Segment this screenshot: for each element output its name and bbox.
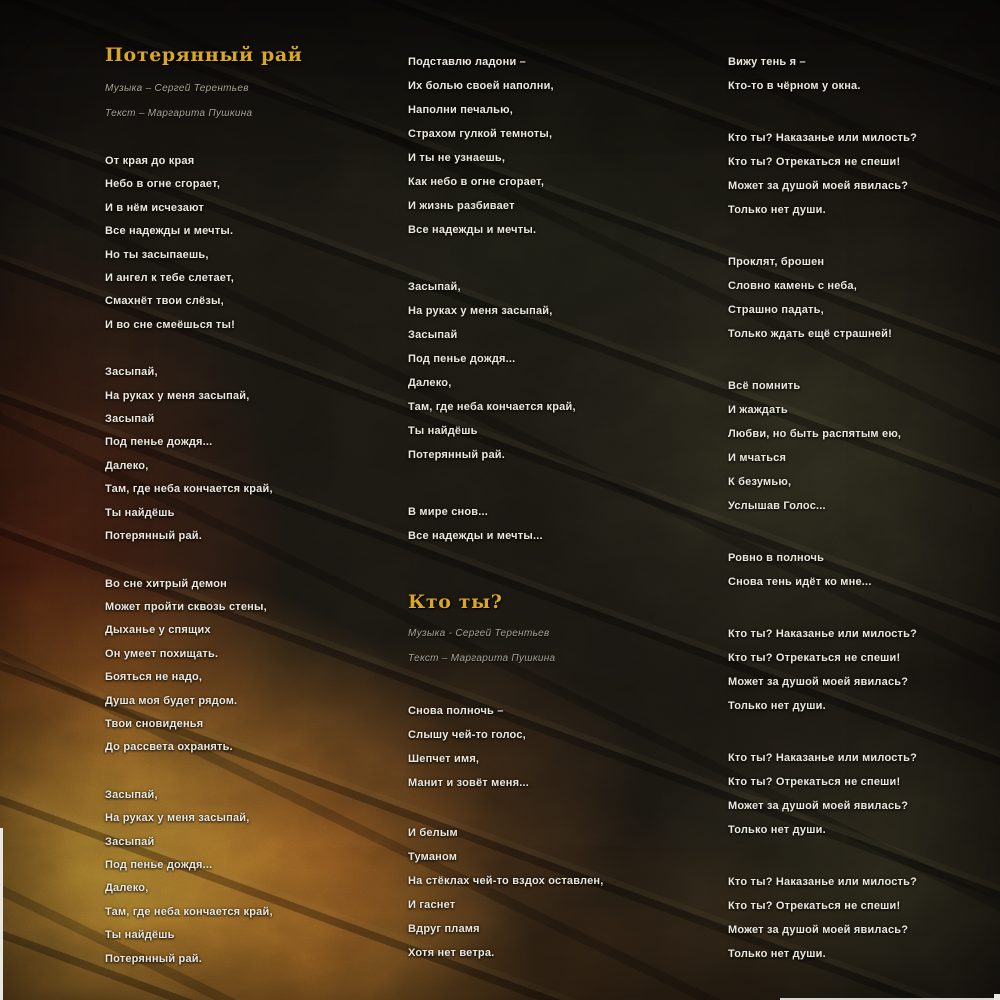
lyric-line: Может за душой моей явилась? [728, 180, 909, 192]
lyric-line: Кто ты? Наказанье или милость? [728, 628, 917, 640]
stanza [728, 250, 917, 346]
lyric-line: Подставлю ладони – [408, 56, 526, 68]
lyric-line: Дыханье у спящих [105, 624, 211, 637]
lyric-line: До рассвета охранять. [105, 741, 233, 754]
lyric-line: На руках у меня засыпай, [105, 812, 250, 825]
song-credit: Текст – Маргарита Пушкина [105, 108, 253, 119]
stanza [728, 622, 917, 718]
lyric-line: Страхом гулкой темноты, [408, 128, 553, 140]
lyric-line: Кто ты? Отрекаться не спеши! [728, 652, 901, 664]
stanza [105, 361, 302, 548]
stanza [728, 50, 917, 98]
lyric-line: Всё помнить [728, 380, 801, 392]
stanza [728, 870, 917, 966]
lyric-line: Кто ты? Наказанье или милость? [728, 876, 917, 888]
lyric-line: Душа моя будет рядом. [105, 694, 238, 707]
lyric-line: Ровно в полночь [728, 552, 825, 564]
lyric-line: Засыпай, [105, 788, 158, 801]
lyric-line: Бояться не надо, [105, 671, 203, 684]
lyric-line: И ангел к тебе слетает, [105, 272, 234, 285]
lyric-line: Он умеет похищать. [105, 647, 219, 660]
stanza [408, 500, 604, 548]
lyric-line: Кто ты? Отрекаться не спеши! [728, 156, 901, 168]
lyric-line: Их болью своей наполни, [408, 80, 554, 92]
lyric-line: Далеко, [408, 377, 452, 389]
lyric-line: И во сне смеёшься ты! [105, 318, 235, 331]
lyric-line: К безумью, [728, 476, 792, 488]
lyric-line: Там, где неба кончается край, [408, 401, 576, 413]
song-credit: Музыка – Сергей Терентьев [105, 83, 249, 94]
stanza [728, 746, 917, 842]
lyric-line: Во сне хитрый демон [105, 577, 227, 590]
lyric-line: Проклят, брошен [728, 256, 825, 268]
lyric-line: И белым [408, 827, 458, 839]
lyric-line: Вижу тень я – [728, 56, 806, 68]
lyrics-column-3 [728, 44, 917, 966]
song-title: Потерянный рай [105, 44, 303, 66]
lyric-line: Услышав Голос... [728, 500, 826, 512]
song-title: Кто ты? [408, 591, 503, 613]
lyric-line: Только нет души. [728, 700, 826, 712]
stanza [408, 699, 604, 795]
lyric-line: Любви, но быть распятым ею, [728, 428, 902, 440]
stanza [105, 573, 302, 760]
lyric-line: Может пройти сквозь стены, [105, 600, 267, 613]
lyric-line: И мчаться [728, 452, 787, 464]
scan-edge-artifact-corner [994, 994, 1000, 1000]
lyric-line: Все надежды и мечты. [408, 224, 537, 236]
lyric-line: Ты найдёшь [105, 506, 175, 519]
lyric-line: Кто ты? Наказанье или милость? [728, 752, 917, 764]
lyric-line: Далеко, [105, 882, 149, 895]
lyric-line: Манит и зовёт меня... [408, 777, 530, 789]
lyric-line: Только нет души. [728, 204, 826, 216]
lyric-line: Все надежды и мечты... [408, 530, 543, 542]
lyric-line: Засыпай, [408, 281, 461, 293]
lyric-line: Засыпай, [105, 366, 158, 379]
lyric-line: И жизнь разбивает [408, 200, 515, 212]
lyric-line: Кто ты? Отрекаться не спеши! [728, 900, 901, 912]
lyric-line: Словно камень с неба, [728, 280, 857, 292]
stanza [408, 275, 604, 467]
lyric-line: Хотя нет ветра. [408, 947, 495, 959]
lyric-line: Потерянный рай. [105, 530, 203, 543]
lyric-line: Засыпай [105, 413, 155, 426]
scan-edge-artifact-left [0, 828, 3, 1000]
lyric-line: И в нём исчезают [105, 201, 204, 214]
lyric-line: Ты найдёшь [105, 929, 175, 942]
lyric-line: Потерянный рай. [408, 449, 506, 461]
lyric-line: Под пенье дождя... [105, 858, 213, 871]
lyric-line: На руках у меня засыпай, [105, 389, 250, 402]
lyric-line: Под пенье дождя... [105, 436, 213, 449]
lyric-line: Засыпай [408, 329, 458, 341]
lyric-line: Может за душой моей явилась? [728, 676, 909, 688]
lyric-line: Может за душой моей явилась? [728, 924, 909, 936]
lyric-line: Шепчет имя, [408, 753, 480, 765]
lyric-line: Небо в огне сгорает, [105, 178, 221, 191]
lyrics-column-2 [408, 42, 604, 965]
lyric-line: Под пенье дождя... [408, 353, 516, 365]
lyric-line: Страшно падать, [728, 304, 824, 316]
lyric-line: Кто-то в чёрном у окна. [728, 80, 861, 92]
lyric-line: Ты найдёшь [408, 425, 478, 437]
lyric-line: Твои сновиденья [105, 717, 204, 730]
stanza [105, 784, 302, 971]
lyric-line: На руках у меня засыпай, [408, 305, 553, 317]
lyric-line: Снова полночь – [408, 705, 504, 717]
lyric-line: Все надежды и мечты. [105, 225, 234, 238]
stanza [408, 50, 604, 242]
lyric-line: Смахнёт твои слёзы, [105, 295, 224, 308]
lyric-line: Потерянный рай. [105, 952, 203, 965]
lyric-line: Там, где неба кончается край, [105, 905, 273, 918]
lyric-line: Засыпай [105, 835, 155, 848]
lyric-line: Только нет души. [728, 824, 826, 836]
lyric-line: Только ждать ещё страшней! [728, 328, 892, 340]
lyric-line: Только нет души. [728, 948, 826, 960]
song-credit: Текст – Маргарита Пушкина [408, 653, 556, 664]
stanza [728, 374, 917, 518]
lyric-line: Наполни печалью, [408, 104, 513, 116]
song-credit: Музыка - Сергей Терентьев [408, 628, 550, 639]
lyric-line: Снова тень идёт ко мне... [728, 576, 872, 588]
lyrics-column-1 [105, 44, 302, 971]
lyric-line: Далеко, [105, 459, 149, 472]
lyric-line: Там, где неба кончается край, [105, 483, 273, 496]
stanza [728, 546, 917, 594]
lyric-line: Как небо в огне сгорает, [408, 176, 545, 188]
lyric-line: Может за душой моей явилась? [728, 800, 909, 812]
lyric-line: Кто ты? Отрекаться не спеши! [728, 776, 901, 788]
stanza [105, 150, 302, 337]
lyric-line: Вдруг пламя [408, 923, 480, 935]
lyric-line: И гаснет [408, 899, 456, 911]
lyric-line: В мире снов... [408, 506, 489, 518]
lyric-line: Кто ты? Наказанье или милость? [728, 132, 917, 144]
lyric-line: Но ты засыпаешь, [105, 248, 209, 261]
lyric-line: Слышу чей-то голос, [408, 729, 526, 741]
stanza [408, 821, 604, 965]
stanza [728, 126, 917, 222]
lyric-line: На стёклах чей-то вздох оставлен, [408, 875, 604, 887]
lyric-line: Туманом [408, 851, 458, 863]
lyric-line: И ты не узнаешь, [408, 152, 506, 164]
lyric-line: От края до края [105, 155, 195, 167]
lyric-line: И жаждать [728, 404, 788, 416]
